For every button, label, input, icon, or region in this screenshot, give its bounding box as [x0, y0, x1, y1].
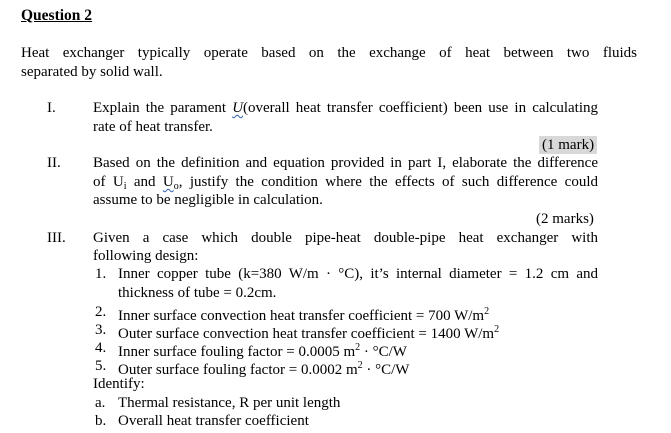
- list-item-4-body: Inner surface fouling factor = 0.0005 m: [118, 344, 356, 360]
- list-item-1-number: 1.: [95, 266, 107, 282]
- part-2-u: U: [162, 174, 174, 190]
- part-1-line-2: rate of heat transfer.: [93, 119, 213, 135]
- identify-label: Identify:: [93, 376, 145, 392]
- list-item-1-line-1: Inner copper tube (k=380 W/m · °C), it’s internal diameter = 1.2 cm and: [118, 266, 598, 282]
- intro-line-2: separated by solid wall.: [21, 64, 163, 80]
- part-3-numeral: III.: [47, 230, 66, 246]
- list-item-5-text: [118, 357, 409, 379]
- part-2-numeral: II.: [47, 155, 61, 171]
- list-item-1-line-2: thickness of tube = 0.2cm.: [118, 285, 277, 301]
- part-1-line-1-pre: Explain the parament: [93, 100, 233, 116]
- list-item-4-unit: · °C/W: [360, 344, 407, 360]
- list-item-3-body: Outer surface convection heat transfer coefficient = 1400 W/m: [118, 326, 495, 342]
- part-2-sub-o: o: [173, 181, 179, 192]
- list-item-5-number: 5.: [95, 358, 107, 374]
- part-2-sub-i: i: [123, 181, 127, 192]
- sub-item-a-letter: a.: [95, 395, 106, 411]
- part-2-line-3: assume to be negligible in calculation.: [93, 192, 323, 208]
- list-item-2-body: Inner surface convection heat transfer coefficient = 700 W/m: [118, 308, 485, 324]
- list-item-2-sup: 2: [484, 306, 490, 317]
- part-1-marks: (1 mark): [539, 136, 597, 154]
- part-2-marks: (2 marks): [536, 211, 594, 227]
- part-1-line-1: [93, 99, 598, 117]
- list-item-3-sup: 2: [494, 324, 500, 335]
- part-1-numeral: I.: [47, 100, 56, 116]
- sub-item-b-text: Overall heat transfer coefficient: [118, 413, 309, 429]
- part-2-text-b: and: [126, 174, 163, 190]
- sub-item-b-letter: b.: [95, 413, 107, 429]
- list-item-2-number: 2.: [95, 304, 107, 320]
- list-item-4-sup: 2: [355, 342, 361, 353]
- part-2-text-a: of U: [93, 174, 124, 190]
- part-2-uo: [163, 174, 179, 190]
- intro-line-1: Heat exchanger typically operate based on the exchange of heat between two fluids: [21, 45, 637, 61]
- question-title: Question 2: [21, 7, 93, 24]
- part-3-line-2: following design:: [93, 248, 199, 264]
- part-1-symbol-u: U: [232, 100, 244, 116]
- list-item-3-number: 3.: [95, 322, 107, 338]
- list-item-5-sup: 2: [357, 360, 363, 371]
- part-2-text-c: , justify the condition where the effects of such difference could: [178, 174, 598, 190]
- part-3-line-1: Given a case which double pipe-heat double-pipe heat exchanger with: [93, 230, 598, 246]
- list-item-5-body: Outer surface fouling factor = 0.0002 m: [118, 362, 358, 378]
- list-item-4-number: 4.: [95, 340, 107, 356]
- sub-item-a-text: Thermal resistance, R per unit length: [118, 395, 341, 411]
- part-1-line-1-post: (overall heat transfer coefficient) been use in calculating: [243, 100, 598, 116]
- part-2-line-1: Based on the definition and equation provided in part I, elaborate the difference: [93, 155, 598, 171]
- list-item-5-unit: · °C/W: [362, 362, 410, 378]
